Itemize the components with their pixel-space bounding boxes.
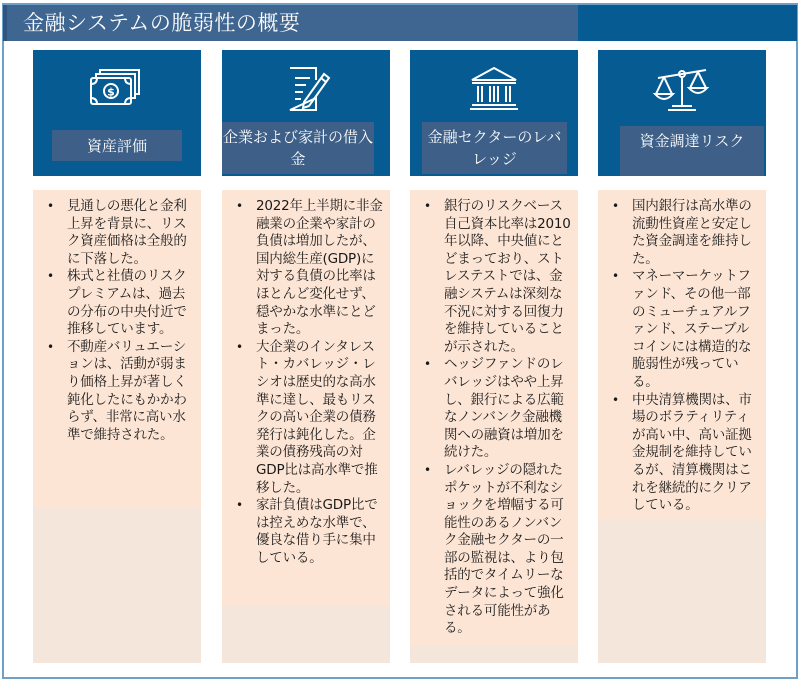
title-bar [3, 5, 578, 41]
page-title: 金融システムの脆弱性の概要 [23, 11, 301, 35]
header-box [410, 50, 578, 176]
bullet-panel [410, 190, 578, 645]
bank-building-icon [464, 64, 524, 114]
category-label: 金融セクターのレバレッジ [422, 122, 567, 174]
bullet-item: • 不動産バリュエーションは、活動が弱まり価格上昇が著しく鈍化したにもかかわらず、非常に高い水準で維持された。 [41, 339, 195, 445]
bullet-item: • 2022年上半期に非金融業の企業や家計の負債は増加したが、国内総生産(GDP)に対する負債の比率はほとんど変化せず、穏やかな水準にとどまった。 [230, 198, 384, 339]
panel-extension [410, 645, 578, 663]
bullet-item: • 銀行のリスクベース自己資本比率は2010年以降、中央値にとどまっており、ストレステストでは、金融システムは深刻な不況に対する回復力を維持していることが示された。 [418, 198, 572, 356]
panel-extension [222, 605, 390, 663]
category-label: 資産評価 [52, 130, 182, 161]
bullet-item: • 大企業のインタレスト・カバレッジ・レシオは歴史的な高水準に達し、最もリスクの高い企業の債務発行は鈍化した。企業の債務残高の対GDP比は高水準で推移した。 [230, 339, 384, 497]
bullet-item: • 家計負債はGDP比では控えめな水準で、優良な借り手に集中している。 [230, 497, 384, 567]
bullet-item: • 中央清算機関は、市場のボラティリティが高い中、高い証拠金規制を維持しているが、清算機関はこれを継続的にクリアしている。 [606, 392, 760, 515]
bullet-item: • ヘッジファンドのレバレッジはやや上昇し、銀行による広範なノンバンク金融機関への融資は増加を続けた。 [418, 356, 572, 462]
bullet-panel [33, 190, 201, 508]
header-box [222, 50, 390, 176]
category-label: 企業および家計の借入金 [222, 122, 374, 174]
category-label: 資金調達リスク [620, 126, 764, 176]
document-pen-icon [276, 64, 336, 114]
bullet-item: • 見通しの悪化と金利上昇を背景に、リスク資産価格は全般的に下落した。 [41, 198, 195, 268]
column-asset-valuation [33, 50, 201, 443]
bullet-panel [222, 190, 390, 605]
header-box [33, 50, 201, 176]
column-leverage [410, 50, 578, 637]
bullet-item: • マネーマーケットファンド、その他一部のミューチュアルファンド、ステーブルコインには構造的な脆弱性が残っている。 [606, 268, 760, 391]
title-bar-accent [578, 5, 797, 41]
bullet-item: • レバレッジの隠れたポケットが不利なショックを増幅する可能性のあるノンバンク金融セクターの一部の監視は、より包括的でタイムリーなデータによって強化される可能性がある。 [418, 462, 572, 638]
panel-extension [598, 520, 766, 663]
column-funding-risk [598, 50, 766, 514]
bullet-item: • 国内銀行は高水準の流動性資産と安定した資金調達を維持した。 [606, 198, 760, 268]
balance-scale-icon [652, 64, 712, 114]
bullet-panel [598, 190, 766, 520]
bullet-item: • 株式と社債のリスクプレミアムは、過去の分布の中央付近で推移しています。 [41, 268, 195, 338]
money-bills-icon [87, 64, 147, 114]
column-borrowing [222, 50, 390, 566]
header-box [598, 50, 766, 176]
panel-extension [33, 508, 201, 663]
svg-text:$: $ [107, 85, 115, 99]
